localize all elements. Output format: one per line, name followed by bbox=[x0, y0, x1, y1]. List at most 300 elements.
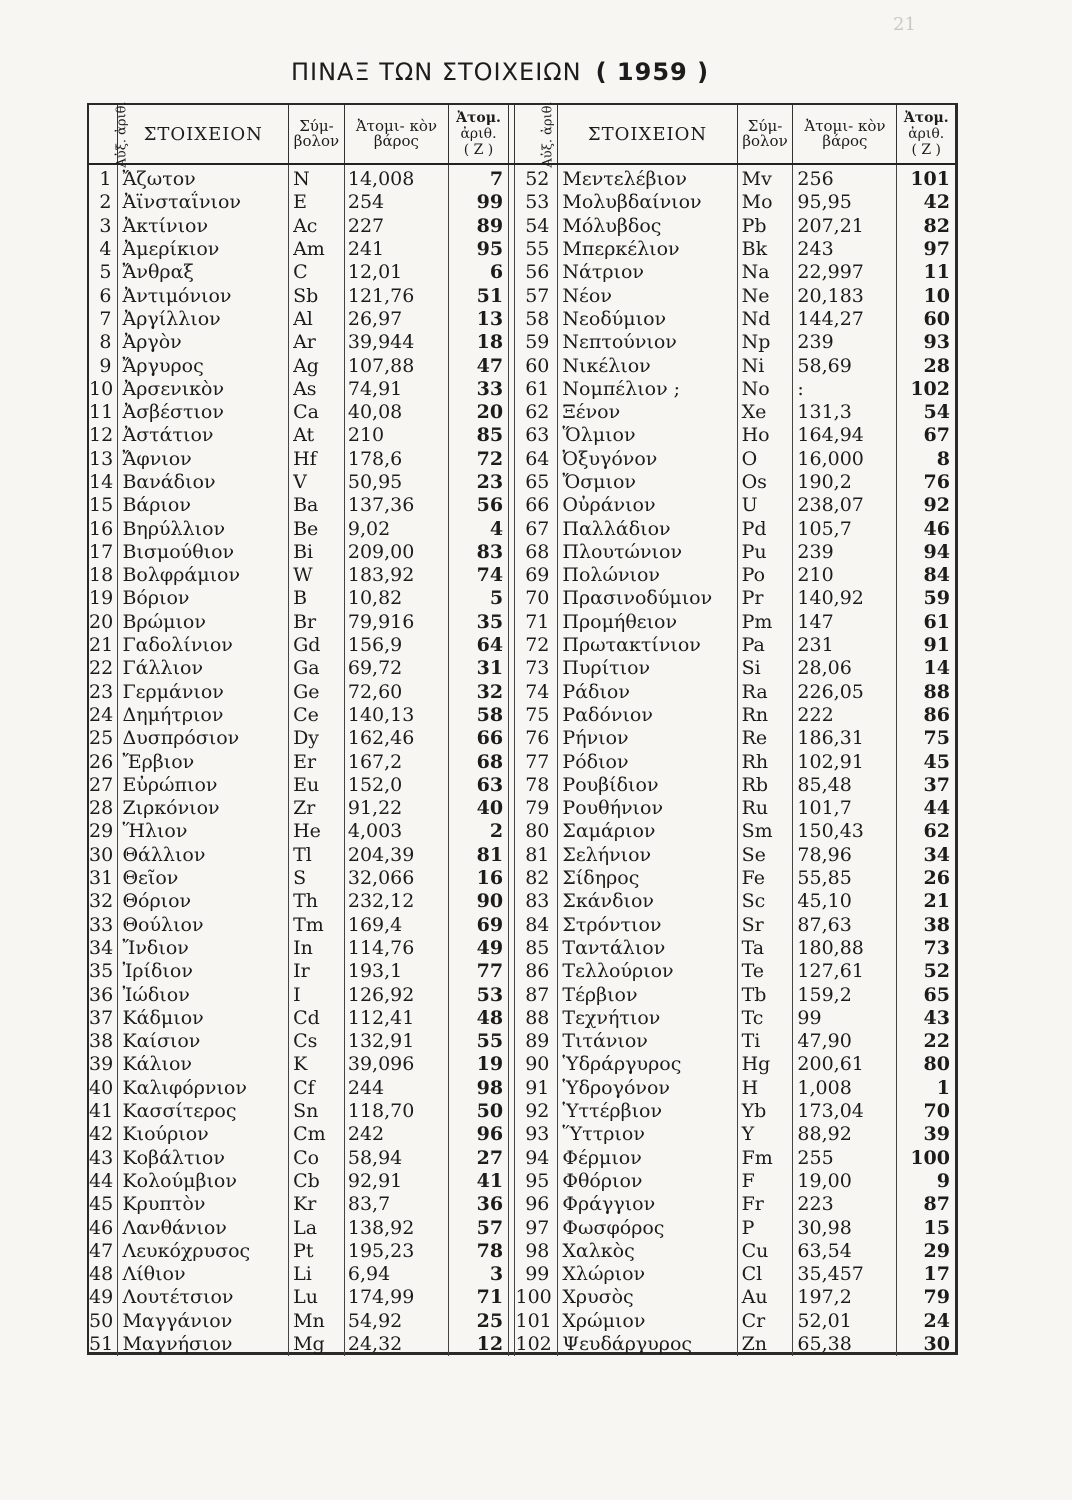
element-symbol: Os bbox=[737, 471, 793, 494]
row-number: 101 bbox=[515, 1310, 558, 1333]
row-number: 27 bbox=[89, 774, 118, 797]
header-weight-2: Ἀτομι- κὸν βάρος bbox=[793, 105, 897, 164]
table-row bbox=[89, 1077, 955, 1100]
row-number: 98 bbox=[515, 1240, 558, 1263]
row-number: 3 bbox=[89, 215, 118, 238]
element-symbol: Au bbox=[737, 1286, 793, 1309]
atomic-weight: 74,91 bbox=[344, 378, 448, 401]
atomic-number: 99 bbox=[448, 191, 508, 214]
element-name: Μαγνήσιον bbox=[118, 1333, 289, 1356]
table-row bbox=[89, 1030, 955, 1053]
row-number: 43 bbox=[89, 1146, 118, 1169]
atomic-weight: 238,07 bbox=[793, 494, 897, 517]
element-symbol: K bbox=[289, 1053, 345, 1076]
header-number: Αὐξ. ἀριθ. bbox=[89, 105, 118, 164]
atomic-number: 95 bbox=[448, 238, 508, 261]
atomic-number: 52 bbox=[923, 960, 950, 983]
element-symbol: Np bbox=[737, 331, 793, 354]
row-number: 76 bbox=[515, 727, 558, 750]
table-row bbox=[89, 657, 955, 680]
atomic-weight: 156,9 bbox=[344, 634, 448, 657]
element-symbol: Pb bbox=[737, 215, 793, 238]
element-name: Ἀρσενικὸν bbox=[118, 378, 289, 401]
row-number: 100 bbox=[515, 1286, 558, 1309]
row-number: 82 bbox=[515, 867, 558, 890]
row-number: 102 bbox=[515, 1333, 558, 1356]
element-symbol: Cb bbox=[289, 1170, 345, 1193]
element-symbol: Mo bbox=[737, 191, 793, 214]
element-symbol: Br bbox=[289, 611, 345, 634]
table-row bbox=[89, 960, 955, 983]
table-row bbox=[89, 704, 955, 727]
element-name: Κασσίτερος bbox=[118, 1100, 289, 1123]
element-symbol: B bbox=[289, 587, 345, 610]
element-symbol: I bbox=[289, 983, 345, 1006]
row-number: 33 bbox=[89, 914, 118, 937]
atomic-weight: 26,97 bbox=[344, 308, 448, 331]
atomic-weight: 150,43 bbox=[793, 820, 897, 843]
atomic-weight: 72,60 bbox=[344, 681, 448, 704]
atomic-number: 11 bbox=[923, 261, 950, 284]
elements-table-frame bbox=[87, 103, 958, 1355]
atomic-weight: 256 bbox=[793, 164, 897, 191]
atomic-weight: 65,38 bbox=[793, 1333, 897, 1356]
atomic-weight: 255 bbox=[793, 1146, 897, 1169]
table-row bbox=[89, 238, 955, 261]
element-name: Τεχνήτιον bbox=[558, 1007, 737, 1030]
element-symbol: F bbox=[737, 1170, 793, 1193]
atomic-weight: 190,2 bbox=[793, 471, 897, 494]
element-symbol: O bbox=[737, 448, 793, 471]
atomic-weight: 88,92 bbox=[793, 1123, 897, 1146]
element-name: Ράδιον bbox=[558, 681, 737, 704]
table-row bbox=[89, 844, 955, 867]
table-row bbox=[89, 611, 955, 634]
element-symbol: Bk bbox=[737, 238, 793, 261]
element-name: Καίσιον bbox=[118, 1030, 289, 1053]
element-name: Μολυβδαίνιον bbox=[558, 191, 737, 214]
row-number: 54 bbox=[515, 215, 558, 238]
atomic-number: 89 bbox=[448, 215, 508, 238]
element-name: Ἔρβιον bbox=[118, 750, 289, 773]
atomic-number: 54 bbox=[923, 401, 950, 424]
element-symbol: Ge bbox=[289, 681, 345, 704]
element-symbol: Sm bbox=[737, 820, 793, 843]
atomic-weight: 10,82 bbox=[344, 587, 448, 610]
element-name: Βηρύλλιον bbox=[118, 517, 289, 540]
element-name: Ἄφνιον bbox=[118, 448, 289, 471]
element-name: Νεπτούνιον bbox=[558, 331, 737, 354]
row-number: 47 bbox=[89, 1240, 118, 1263]
atomic-weight: 24,32 bbox=[344, 1333, 448, 1356]
row-number: 79 bbox=[515, 797, 558, 820]
atomic-number: 32 bbox=[448, 681, 508, 704]
row-number: 37 bbox=[89, 1007, 118, 1030]
element-name: Πρωτακτίνιον bbox=[558, 634, 737, 657]
element-name: Χρυσὸς bbox=[558, 1286, 737, 1309]
atomic-number: 71 bbox=[448, 1286, 508, 1309]
row-number: 87 bbox=[515, 983, 558, 1006]
element-symbol: Mg bbox=[289, 1333, 345, 1356]
element-name: Θεῖον bbox=[118, 867, 289, 890]
element-symbol: He bbox=[289, 820, 345, 843]
row-number: 78 bbox=[515, 774, 558, 797]
element-symbol: Al bbox=[289, 308, 345, 331]
element-symbol: C bbox=[289, 261, 345, 284]
table-row bbox=[89, 914, 955, 937]
row-number: 44 bbox=[89, 1170, 118, 1193]
row-number: 48 bbox=[89, 1263, 118, 1286]
row-number: 56 bbox=[515, 261, 558, 284]
atomic-weight: 183,92 bbox=[344, 564, 448, 587]
row-number: 14 bbox=[89, 471, 118, 494]
element-symbol: Na bbox=[737, 261, 793, 284]
element-name: Φράγγιον bbox=[558, 1193, 737, 1216]
element-symbol: Li bbox=[289, 1263, 345, 1286]
row-number: 25 bbox=[89, 727, 118, 750]
row-number: 30 bbox=[89, 844, 118, 867]
row-number: 92 bbox=[515, 1100, 558, 1123]
row-number: 90 bbox=[515, 1053, 558, 1076]
atomic-weight: 210 bbox=[793, 564, 897, 587]
atomic-number: 82 bbox=[923, 214, 950, 237]
atomic-number: 41 bbox=[448, 1170, 508, 1193]
atomic-number: 61 bbox=[923, 610, 950, 633]
element-name: Λίθιον bbox=[118, 1263, 289, 1286]
atomic-number: 79 bbox=[923, 1286, 950, 1309]
row-number: 71 bbox=[515, 611, 558, 634]
atomic-weight: 147 bbox=[793, 611, 897, 634]
element-name: Λευκόχρυσος bbox=[118, 1240, 289, 1263]
atomic-number: 26 bbox=[923, 867, 950, 890]
atomic-number: 53 bbox=[448, 983, 508, 1006]
row-number: 83 bbox=[515, 890, 558, 913]
atomic-number: 28 bbox=[923, 354, 950, 377]
element-symbol: Dy bbox=[289, 727, 345, 750]
element-name: Λανθάνιον bbox=[118, 1216, 289, 1239]
element-name: Γαδολίνιον bbox=[118, 634, 289, 657]
row-number: 29 bbox=[89, 820, 118, 843]
atomic-weight: 204,39 bbox=[344, 844, 448, 867]
atomic-number: 60 bbox=[923, 307, 950, 330]
header-weight: Ἀτομι- κὸν βάρος bbox=[344, 105, 448, 164]
table-row bbox=[89, 448, 955, 471]
atomic-weight: 39,096 bbox=[344, 1053, 448, 1076]
element-name: Ρήνιον bbox=[558, 727, 737, 750]
element-symbol: Ag bbox=[289, 354, 345, 377]
atomic-weight: 140,13 bbox=[344, 704, 448, 727]
row-number: 52 bbox=[515, 164, 558, 191]
atomic-number: 23 bbox=[448, 471, 508, 494]
element-name: Γερμάνιον bbox=[118, 681, 289, 704]
atomic-weight: 45,10 bbox=[793, 890, 897, 913]
row-number: 63 bbox=[515, 424, 558, 447]
atomic-weight: 63,54 bbox=[793, 1240, 897, 1263]
atomic-number: 101 bbox=[910, 168, 950, 191]
atomic-number: 1 bbox=[936, 1076, 950, 1099]
element-name: Φθόριον bbox=[558, 1170, 737, 1193]
element-symbol: Rb bbox=[737, 774, 793, 797]
table-row bbox=[89, 261, 955, 284]
element-name: Ἀστάτιον bbox=[118, 424, 289, 447]
row-number: 40 bbox=[89, 1077, 118, 1100]
element-name: Ἀργὸν bbox=[118, 331, 289, 354]
element-symbol: Ga bbox=[289, 657, 345, 680]
element-name: Σαμάριον bbox=[558, 820, 737, 843]
element-name: Σκάνδιον bbox=[558, 890, 737, 913]
row-number: 16 bbox=[89, 517, 118, 540]
row-number: 45 bbox=[89, 1193, 118, 1216]
atomic-number: 48 bbox=[448, 1007, 508, 1030]
atomic-number: 88 bbox=[923, 680, 950, 703]
atomic-weight: 6,94 bbox=[344, 1263, 448, 1286]
row-number: 34 bbox=[89, 937, 118, 960]
atomic-number: 90 bbox=[448, 890, 508, 913]
table-row bbox=[89, 308, 955, 331]
atomic-weight: 239 bbox=[793, 541, 897, 564]
atomic-number: 29 bbox=[923, 1239, 950, 1262]
atomic-number: 69 bbox=[448, 914, 508, 937]
atomic-number: 59 bbox=[923, 587, 950, 610]
element-name: Χλώριον bbox=[558, 1263, 737, 1286]
table-row bbox=[89, 164, 955, 191]
table-row bbox=[89, 517, 955, 540]
row-number: 42 bbox=[89, 1123, 118, 1146]
element-name: Κρυπτὸν bbox=[118, 1193, 289, 1216]
element-name: Μαγγάνιον bbox=[118, 1310, 289, 1333]
atomic-weight: 39,944 bbox=[344, 331, 448, 354]
atomic-number: 50 bbox=[448, 1100, 508, 1123]
element-name: Ζιρκόνιον bbox=[118, 797, 289, 820]
element-symbol: Sr bbox=[737, 914, 793, 937]
element-symbol: Tb bbox=[737, 983, 793, 1006]
atomic-weight: 118,70 bbox=[344, 1100, 448, 1123]
atomic-number: 9 bbox=[936, 1169, 950, 1192]
atomic-weight: 152,0 bbox=[344, 774, 448, 797]
atomic-number: 98 bbox=[448, 1077, 508, 1100]
element-symbol: Pt bbox=[289, 1240, 345, 1263]
page-number: 21 bbox=[893, 14, 916, 35]
element-symbol: Cs bbox=[289, 1030, 345, 1053]
atomic-weight: 209,00 bbox=[344, 541, 448, 564]
row-number: 20 bbox=[89, 611, 118, 634]
atomic-number: 85 bbox=[448, 424, 508, 447]
element-name: Κοβάλτιον bbox=[118, 1146, 289, 1169]
table-row bbox=[89, 1263, 955, 1286]
row-number: 6 bbox=[89, 284, 118, 307]
element-symbol: Er bbox=[289, 750, 345, 773]
row-number: 60 bbox=[515, 354, 558, 377]
atomic-weight: 1,008 bbox=[793, 1077, 897, 1100]
atomic-weight: 91,22 bbox=[344, 797, 448, 820]
element-symbol: Y bbox=[737, 1123, 793, 1146]
element-name: Ἥλιον bbox=[118, 820, 289, 843]
atomic-number: 17 bbox=[923, 1263, 950, 1286]
element-symbol: P bbox=[737, 1216, 793, 1239]
atomic-number: 78 bbox=[448, 1240, 508, 1263]
element-symbol: Ho bbox=[737, 424, 793, 447]
table-row bbox=[89, 1100, 955, 1123]
atomic-number: 93 bbox=[923, 331, 950, 354]
atomic-weight: 78,96 bbox=[793, 844, 897, 867]
atomic-weight: 159,2 bbox=[793, 983, 897, 1006]
row-number: 36 bbox=[89, 983, 118, 1006]
element-symbol: Po bbox=[737, 564, 793, 587]
header-element: ΣΤΟΙΧΕΙΟΝ bbox=[118, 105, 289, 164]
element-symbol: Sn bbox=[289, 1100, 345, 1123]
element-name: Βρώμιον bbox=[118, 611, 289, 634]
row-number: 9 bbox=[89, 354, 118, 377]
atomic-weight: 105,7 bbox=[793, 517, 897, 540]
table-row bbox=[89, 401, 955, 424]
row-number: 13 bbox=[89, 448, 118, 471]
row-number: 65 bbox=[515, 471, 558, 494]
atomic-number: 34 bbox=[923, 843, 950, 866]
row-number: 46 bbox=[89, 1216, 118, 1239]
atomic-number: 57 bbox=[448, 1216, 508, 1239]
row-number: 38 bbox=[89, 1030, 118, 1053]
element-symbol: Ce bbox=[289, 704, 345, 727]
atomic-number: 44 bbox=[923, 797, 950, 820]
row-number: 97 bbox=[515, 1216, 558, 1239]
table-row bbox=[89, 1286, 955, 1309]
atomic-weight: 169,4 bbox=[344, 914, 448, 937]
element-symbol: Re bbox=[737, 727, 793, 750]
element-name: Σίδηρος bbox=[558, 867, 737, 890]
element-symbol: Gd bbox=[289, 634, 345, 657]
atomic-weight: 20,183 bbox=[793, 284, 897, 307]
row-number: 49 bbox=[89, 1286, 118, 1309]
atomic-number: 43 bbox=[923, 1006, 950, 1029]
atomic-weight: 131,3 bbox=[793, 401, 897, 424]
atomic-number: 10 bbox=[923, 284, 950, 307]
atomic-number: 24 bbox=[923, 1309, 950, 1332]
element-symbol: In bbox=[289, 937, 345, 960]
atomic-number: 3 bbox=[448, 1263, 508, 1286]
table-row bbox=[89, 1170, 955, 1193]
atomic-number: 46 bbox=[923, 517, 950, 540]
atomic-number: 87 bbox=[923, 1193, 950, 1216]
element-symbol: Tc bbox=[737, 1007, 793, 1030]
atomic-number: 73 bbox=[923, 936, 950, 959]
element-name: Ρουθήνιον bbox=[558, 797, 737, 820]
element-name: Ἀργίλλιον bbox=[118, 308, 289, 331]
atomic-number: 7 bbox=[448, 164, 508, 191]
element-name: Μόλυβδος bbox=[558, 215, 737, 238]
element-symbol: La bbox=[289, 1216, 345, 1239]
table-body bbox=[89, 164, 955, 1356]
element-name: Εὐρώπιον bbox=[118, 774, 289, 797]
element-symbol: Mv bbox=[737, 164, 793, 191]
header-symbol: Σύμ- βολον bbox=[289, 105, 345, 164]
element-symbol: At bbox=[289, 424, 345, 447]
table-row bbox=[89, 1216, 955, 1239]
atomic-number: 38 bbox=[923, 913, 950, 936]
atomic-weight: 121,76 bbox=[344, 284, 448, 307]
atomic-weight: 254 bbox=[344, 191, 448, 214]
atomic-number: 2 bbox=[448, 820, 508, 843]
atomic-number: 97 bbox=[923, 238, 950, 261]
atomic-weight: 32,066 bbox=[344, 867, 448, 890]
table-row bbox=[89, 284, 955, 307]
atomic-weight: 79,916 bbox=[344, 611, 448, 634]
atomic-number: 45 bbox=[923, 750, 950, 773]
atomic-weight: 9,02 bbox=[344, 517, 448, 540]
atomic-number: 47 bbox=[448, 354, 508, 377]
element-symbol: H bbox=[737, 1077, 793, 1100]
row-number: 58 bbox=[515, 308, 558, 331]
atomic-weight: 85,48 bbox=[793, 774, 897, 797]
atomic-weight: 12,01 bbox=[344, 261, 448, 284]
row-number: 50 bbox=[89, 1310, 118, 1333]
table-row bbox=[89, 1310, 955, 1333]
table-row bbox=[89, 937, 955, 960]
atomic-weight: 101,7 bbox=[793, 797, 897, 820]
element-name: Μπερκέλιον bbox=[558, 238, 737, 261]
atomic-weight: 40,08 bbox=[344, 401, 448, 424]
element-name: Ταντάλιον bbox=[558, 937, 737, 960]
atomic-number: 8 bbox=[936, 447, 950, 470]
atomic-weight: 14,008 bbox=[344, 164, 448, 191]
atomic-number: 12 bbox=[448, 1333, 508, 1356]
row-number: 28 bbox=[89, 797, 118, 820]
row-number: 18 bbox=[89, 564, 118, 587]
row-number: 59 bbox=[515, 331, 558, 354]
element-symbol: Mn bbox=[289, 1310, 345, 1333]
element-name: Βολφράμιον bbox=[118, 564, 289, 587]
element-name: Χαλκὸς bbox=[558, 1240, 737, 1263]
element-name: Ρουβίδιον bbox=[558, 774, 737, 797]
table-row bbox=[89, 471, 955, 494]
row-number: 81 bbox=[515, 844, 558, 867]
element-name: Πρασινοδύμιον bbox=[558, 587, 737, 610]
row-number: 22 bbox=[89, 657, 118, 680]
atomic-number: 77 bbox=[448, 960, 508, 983]
row-number: 94 bbox=[515, 1146, 558, 1169]
element-symbol: Cu bbox=[737, 1240, 793, 1263]
atomic-number: 74 bbox=[448, 564, 508, 587]
element-name: Τιτάνιον bbox=[558, 1030, 737, 1053]
element-symbol: Pr bbox=[737, 587, 793, 610]
element-name: Βισμούθιον bbox=[118, 541, 289, 564]
element-symbol: As bbox=[289, 378, 345, 401]
table-row bbox=[89, 634, 955, 657]
row-number: 66 bbox=[515, 494, 558, 517]
atomic-weight: 241 bbox=[344, 238, 448, 261]
element-name: Ρόδιον bbox=[558, 750, 737, 773]
element-name: Φωσφόρος bbox=[558, 1216, 737, 1239]
element-name: Πλουτώνιον bbox=[558, 541, 737, 564]
element-name: Φέρμιον bbox=[558, 1146, 737, 1169]
row-number: 5 bbox=[89, 261, 118, 284]
atomic-number: 42 bbox=[923, 191, 950, 214]
atomic-weight: 140,92 bbox=[793, 587, 897, 610]
atomic-number: 86 bbox=[923, 703, 950, 726]
element-name: Δυσπρόσιον bbox=[118, 727, 289, 750]
table-row bbox=[89, 797, 955, 820]
atomic-weight: 55,85 bbox=[793, 867, 897, 890]
element-name: Νομπέλιον ; bbox=[558, 378, 737, 401]
row-number: 91 bbox=[515, 1077, 558, 1100]
element-name: Βανάδιον bbox=[118, 471, 289, 494]
atomic-weight: : bbox=[793, 378, 897, 401]
element-symbol: Sc bbox=[737, 890, 793, 913]
atomic-weight: 95,95 bbox=[793, 191, 897, 214]
atomic-weight: 226,05 bbox=[793, 681, 897, 704]
element-symbol: Ra bbox=[737, 681, 793, 704]
table-row bbox=[89, 354, 955, 377]
element-symbol: Zr bbox=[289, 797, 345, 820]
